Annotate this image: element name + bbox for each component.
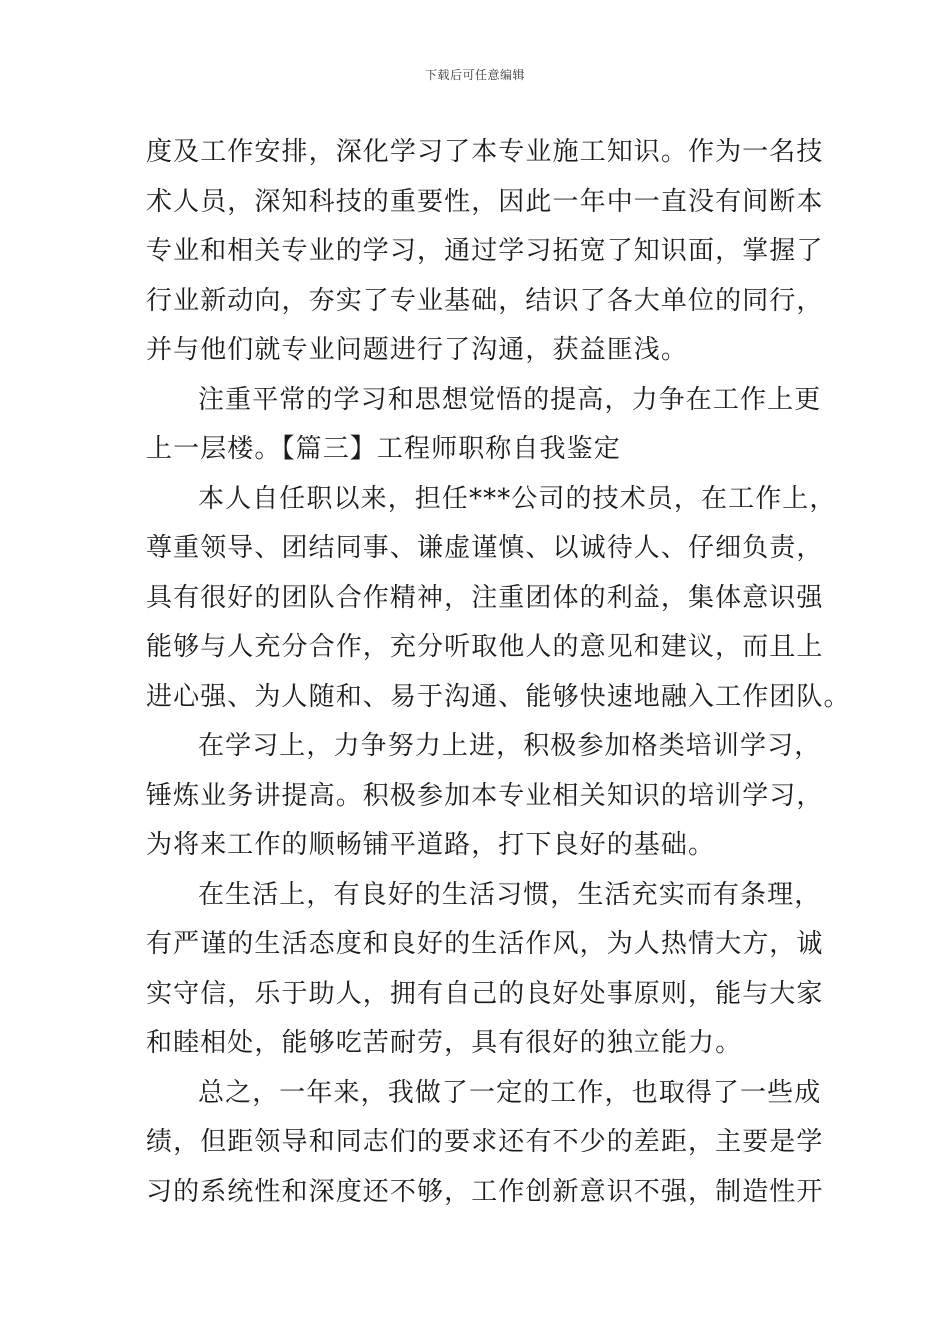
- text-line: 绩，但距领导和同志们的要求还有不少的差距，主要是学: [146, 1127, 824, 1157]
- text-line: 习的系统性和深度还不够，工作创新意识不强，制造性开: [146, 1176, 824, 1207]
- text-line: 并与他们就专业问题进行了沟通，获益匪浅。: [146, 335, 689, 365]
- text-line: 总之，一年来，我做了一定的工作，也取得了一些成: [198, 1077, 822, 1108]
- text-line: 有严谨的生活态度和良好的生活作风，为人热情大方，诚: [146, 929, 824, 959]
- text-line: 度及工作安排，深化学习了本专业施工知识。作为一名技: [146, 137, 824, 167]
- download-edit-note: 下载后可任意编辑: [424, 68, 525, 82]
- text-line: 专业和相关专业的学习，通过学习拓宽了知识面，掌握了: [146, 236, 824, 266]
- text-line: 为将来工作的顺畅铺平道路，打下良好的基础。: [146, 830, 716, 860]
- document-body: [146, 128, 851, 1217]
- text-line: 具有很好的团队合作精神，注重团体的利益，集体意识强: [146, 582, 824, 613]
- text-line: 能够与人充分合作，充分听取他人的意见和建议，而且上: [146, 632, 824, 662]
- text-line: 实守信，乐于助人，拥有自己的良好处事原则，能与大家: [146, 978, 824, 1009]
- text-line: 行业新动向，夯实了专业基础，结识了各大单位的同行，: [146, 285, 824, 316]
- text-line: 尊重领导、团结同事、谦虚谨慎、以诚待人、仔细负责，: [146, 533, 824, 563]
- text-line: 术人员，深知科技的重要性，因此一年中一直没有间断本: [146, 186, 824, 217]
- text-line: 在学习上，力争努力上进，积极参加格类培训学习，: [198, 731, 822, 761]
- text-line: 进心强、为人随和、易于沟通、能够快速地融入工作团队。: [146, 681, 851, 712]
- text-line: 本人自任职以来，担任***公司的技术员，在工作上，: [198, 483, 837, 514]
- text-line: 上一层楼。【篇三】工程师职称自我鉴定: [146, 434, 621, 464]
- text-line: 锤炼业务讲提高。积极参加本专业相关知识的培训学习，: [146, 780, 824, 811]
- text-line: 和睦相处，能够吃苦耐劳，具有很好的独立能力。: [146, 1028, 743, 1058]
- text-line: 在生活上，有良好的生活习惯，生活充实而有条理，: [198, 879, 822, 910]
- text-line: 注重平常的学习和思想觉悟的提高，力争在工作上更: [198, 384, 822, 415]
